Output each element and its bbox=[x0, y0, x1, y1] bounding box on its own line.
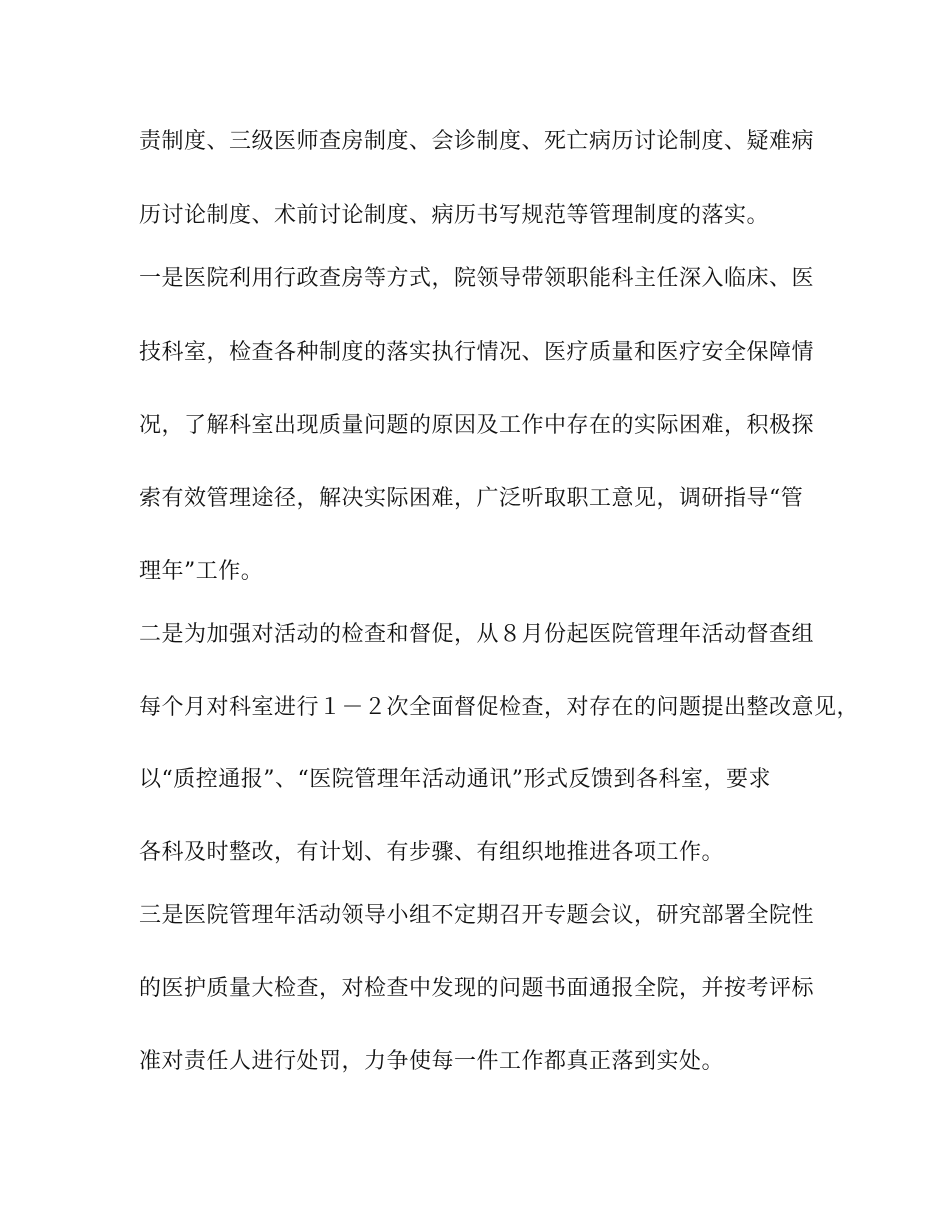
text-line: 一是医院利用行政查房等方式，院领导带领职能科主任深入临床、医 bbox=[139, 266, 815, 291]
text-line: 每个月对科室进行１－２次全面督促检查，对存在的问题提出整改意见， bbox=[139, 695, 860, 720]
text-line: 技科室，检查各种制度的落实执行情况、医疗质量和医疗安全保障情 bbox=[139, 340, 815, 365]
text-line: 各科及时整改，有计划、有步骤、有组织地推进各项工作。 bbox=[139, 840, 725, 865]
text-line: 理年”工作。 bbox=[139, 559, 264, 584]
text-line: 索有效管理途径，解决实际困难，广泛听取职工意见，调研指导“管 bbox=[139, 486, 804, 511]
text-line: 责制度、三级医师查房制度、会诊制度、死亡病历讨论制度、疑难病 bbox=[139, 129, 815, 154]
text-line: 以“质控通报”、“医院管理年活动通讯”形式反馈到各科室，要求 bbox=[139, 767, 771, 792]
text-line: 的医护质量大检查，对检查中发现的问题书面通报全院，并按考评标 bbox=[139, 976, 815, 1001]
text-line: 准对责任人进行处罚，力争使每一件工作都真正落到实处。 bbox=[139, 1049, 725, 1074]
text-line: 历讨论制度、术前讨论制度、病历书写规范等管理制度的落实。 bbox=[139, 203, 770, 228]
text-line: 况，了解科室出现质量问题的原因及工作中存在的实际困难，积极探 bbox=[139, 413, 815, 438]
text-line: 二是为加强对活动的检查和督促，从８月份起医院管理年活动督查组 bbox=[139, 622, 815, 647]
text-line: 三是医院管理年活动领导小组不定期召开专题会议，研究部署全院性 bbox=[139, 903, 815, 928]
